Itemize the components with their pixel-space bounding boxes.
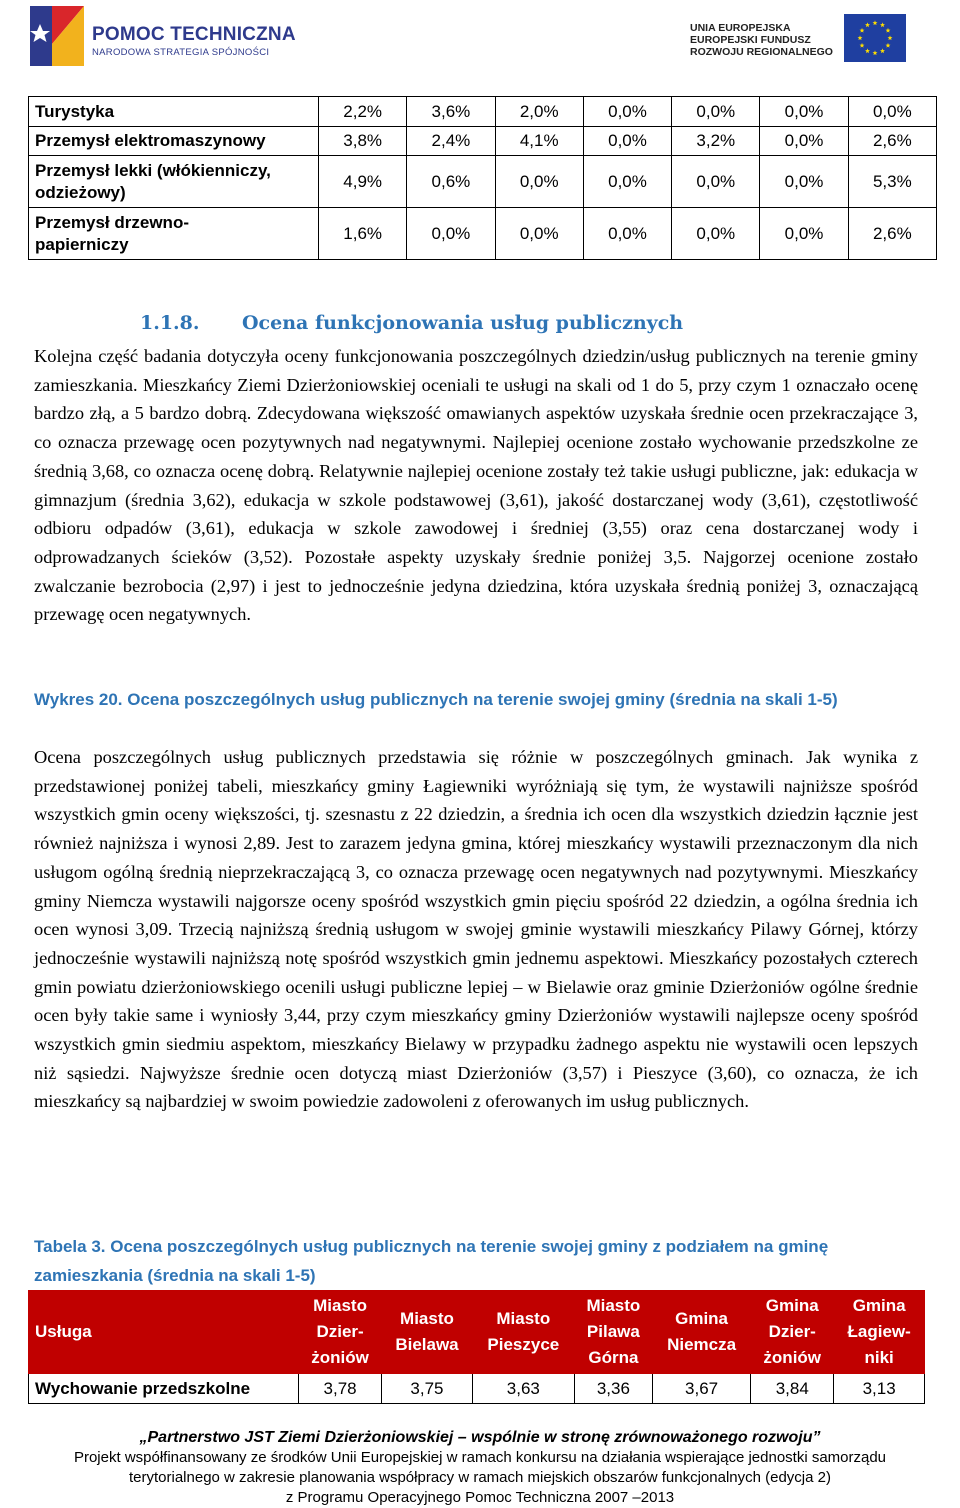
table-row (29, 156, 937, 208)
eu-logo-text (690, 22, 833, 58)
page-footer (0, 1428, 960, 1508)
row-label (29, 156, 319, 208)
column-header-line: niki (864, 1348, 894, 1367)
cell: 3,84 (751, 1374, 834, 1404)
cell: 4,1% (495, 127, 583, 156)
column-header-line: Łagiew- (847, 1322, 911, 1341)
column-header-line: Niemcza (667, 1335, 737, 1354)
logo-title: POMOC TECHNICZNA (92, 24, 296, 45)
cell: 3,75 (382, 1374, 473, 1404)
cell: 5,3% (848, 156, 936, 208)
row-label-line: papierniczy (35, 234, 129, 254)
cell: 0,0% (583, 97, 671, 127)
cell: 0,0% (583, 208, 671, 260)
cell: 1,6% (319, 208, 407, 260)
cell: 3,6% (407, 97, 495, 127)
cell: 0,0% (760, 97, 848, 127)
column-header (751, 1291, 834, 1374)
cell: 0,0% (583, 156, 671, 208)
column-header-line: Miasto (586, 1296, 641, 1315)
eu-line-3: ROZWOJU REGIONALNEGO (690, 46, 833, 58)
nss-logo-icon (28, 4, 86, 68)
row-label-line: Przemysł drzewno- (35, 212, 189, 232)
cell: 0,0% (760, 208, 848, 260)
row-label-line: odzieżowy) (35, 182, 126, 202)
cell: 3,2% (672, 127, 760, 156)
column-header-line: Górna (588, 1348, 639, 1367)
cell: 0,0% (407, 208, 495, 260)
column-header (652, 1291, 750, 1374)
footer-line: Projekt współfinansowany ze środków Unii Europejskiej w ramach konkursu na działania wspierające jednostki samorządu (73, 1449, 887, 1466)
cell: 0,0% (672, 97, 760, 127)
cell: 0,0% (495, 208, 583, 260)
row-label-line: Przemysł lekki (włókienniczy, (35, 160, 271, 180)
cell: 3,13 (834, 1374, 925, 1404)
row-label: Turystyka (29, 97, 319, 127)
column-header (382, 1291, 473, 1374)
cell: 3,8% (319, 127, 407, 156)
pomoc-techniczna-logo (28, 4, 296, 68)
section-number: 1.1.8. (140, 312, 200, 334)
eu-line-2: EUROPEJSKI FUNDUSZ (690, 34, 811, 46)
column-header-line: Miasto (313, 1296, 367, 1315)
row-label (29, 208, 319, 260)
footer-line: z Programu Operacyjnego Pomoc Techniczna 2007 –2013 (285, 1489, 675, 1506)
column-header-line: Usługa (35, 1322, 92, 1341)
column-header-line: Pieszyce (487, 1335, 560, 1354)
cell: 4,9% (319, 156, 407, 208)
column-header-line: Dzier- (316, 1322, 364, 1341)
figure-caption: Wykres 20. Ocena poszczególnych usług publicznych na terenie swojej gminy (średnia na skali 1-5) (34, 690, 838, 709)
cell: 3,36 (574, 1374, 652, 1404)
services-table (28, 1290, 925, 1404)
logo-subtitle: NARODOWA STRATEGIA SPÓJNOŚCI (92, 47, 270, 58)
table-row (29, 127, 937, 156)
section-heading (140, 312, 683, 334)
column-header-line: Pilawa (586, 1322, 640, 1341)
eu-logo (690, 14, 930, 64)
sectors-table (28, 96, 937, 260)
column-header-line: Miasto (496, 1309, 551, 1328)
table-row (29, 1374, 925, 1404)
cell: 2,4% (407, 127, 495, 156)
row-label: Przemysł elektromaszynowy (29, 127, 319, 156)
body-paragraph-1: Kolejna część badania dotyczyła oceny funkcjonowania poszczególnych dziedzin/usług publicznych na terenie gminy zamieszkania. Mieszkańcy Ziemi Dzierżoniowskiej oceniali te usługi na skali od 1 do 5, przy czym 1 oznaczało ocenę bardzo złą, a 5 bardzo dobrą. Zdecydowana większość omawianych aspektów uzyskała średnie ocen przekraczające 3, co oznacza przewagę ocen pozytywnych nad negatywnymi. Najlepiej ocenione zostało wychowanie przedszkolne ze średnią 3,68, co oznacza ocenę dobrą. Relatywnie najlepiej ocenione zostały też takie usługi publiczne, jak: edukacja w gimnazjum (średnia 3,62), edukacja w szkole podstawowej (3,61), jakość dostarczanej wody (3,61), częstotliwość odbioru odpadów (3,61), edukacja w szkole zawodowej i średniej (3,55) oraz cena dostarczanej wody i odprowadzanych ścieków (3,52). Pozostałe aspekty uzyskały średnie poniżej 3,5. Najgorzej ocenione zostało zwalczanie bezrobocia (2,97) i jest to jednocześnie jedyna dziedzina, która uzyskała średnią poniżej 3, oznaczającą przewagę ocen negatywnych. (34, 346, 918, 625)
cell: 0,0% (848, 97, 936, 127)
footer-project-title: „Partnerstwo JST Ziemi Dzierżoniowskiej – wspólnie w stronę zrównoważonego rozwoju” (139, 1429, 821, 1446)
cell: 0,6% (407, 156, 495, 208)
cell: 0,0% (760, 156, 848, 208)
cell: 0,0% (583, 127, 671, 156)
footer-line: terytorialnego w zakresie planowania współpracy w ramach miejskich obszarów funkcjonalnych (edycja 2) (129, 1469, 831, 1486)
table-row (29, 208, 937, 260)
column-header-line: żoniów (763, 1348, 822, 1367)
cell: 3,63 (472, 1374, 574, 1404)
column-header-line: Dzier- (768, 1322, 816, 1341)
row-label: Wychowanie przedszkolne (29, 1374, 299, 1404)
column-header-line: Gmina (852, 1296, 906, 1315)
eu-line-1: UNIA EUROPEJSKA (690, 22, 791, 34)
cell: 0,0% (672, 156, 760, 208)
cell: 0,0% (672, 208, 760, 260)
column-header-line: Miasto (400, 1309, 454, 1328)
column-header (299, 1291, 382, 1374)
cell: 3,67 (652, 1374, 750, 1404)
cell: 0,0% (495, 156, 583, 208)
column-header (834, 1291, 925, 1374)
page-header (0, 0, 960, 80)
column-header-line: Gmina (675, 1309, 729, 1328)
table-header-row (29, 1291, 925, 1374)
column-header (29, 1291, 299, 1374)
cell: 3,78 (299, 1374, 382, 1404)
cell: 2,6% (848, 127, 936, 156)
column-header-line: żoniów (311, 1348, 369, 1367)
column-header-line: Gmina (765, 1296, 819, 1315)
cell: 2,0% (495, 97, 583, 127)
eu-flag-icon (844, 14, 906, 62)
table-row (29, 97, 937, 127)
column-header (574, 1291, 652, 1374)
table-caption: Tabela 3. Ocena poszczególnych usług publicznych na terenie swojej gminy z podziałem na gminę zamieszkania (średnia na skali 1-5) (34, 1237, 829, 1285)
cell: 2,6% (848, 208, 936, 260)
column-header (472, 1291, 574, 1374)
body-paragraph-2: Ocena poszczególnych usług publicznych przedstawia się różnie w poszczególnych gminach. Jak wynika z przedstawionej poniżej tabeli, mieszkańcy gminy Łagiewniki wyróżniają się tym, że wystawili najniższe spośród wszystkich gmin oceny większości, tj. szesnastu z 22 dziedzin, a średnia ich ocen dla wszystkich dziedzin łącznie jest również najniższa i wynosi 2,89. Jest to zarazem jedyna gmina, której mieszkańcy wystawili przeznaczonym dla nich usługom ogólną średnią nieprzekraczającą 3, co oznacza przewagę ocen negatywnych nad pozytywnymi. Mieszkańcy gminy Niemcza wystawili najgorsze oceny spośród wszystkich gmin pięciu spośród 22 dziedzin, a ogólna średnia ich ocen wynosi 3,09. Trzecią najniższą średnią usługom w swojej gminie wystawili mieszkańcy Pilawy Górnej, którzy jednocześnie wystawili najniższą notę spośród wszystkich gmin jednemu aspektowi. Mieszkańcy pozostałych czterech gmin powiatu dzierżoniowskiego ocenili usługi publiczne lepiej – w Bielawie oraz gminie Dzierżoniów ogólne średnie ocen były takie same i wyniosły 3,44, przy czym mieszkańcy gminy Dzierżoniów wystawili najlepsze oceny spośród wszystkich gmin siedmiu aspektom, mieszkańcy Bielawy w przypadku żadnego aspektu nie wystawili ocen lepszych niż sąsiedzi. Najwyższe średnie ocen dotyczą miast Dzierżoniów (3,57) i Pieszyce (3,60), co oznacza, że ich mieszkańcy są najbardziej w swoim powiedzie zadowoleni z oferowanych im usług publicznych. (34, 747, 918, 1112)
section-title: Ocena funkcjonowania usług publicznych (242, 312, 684, 334)
column-header-line: Bielawa (395, 1335, 459, 1354)
cell: 0,0% (760, 127, 848, 156)
cell: 2,2% (319, 97, 407, 127)
